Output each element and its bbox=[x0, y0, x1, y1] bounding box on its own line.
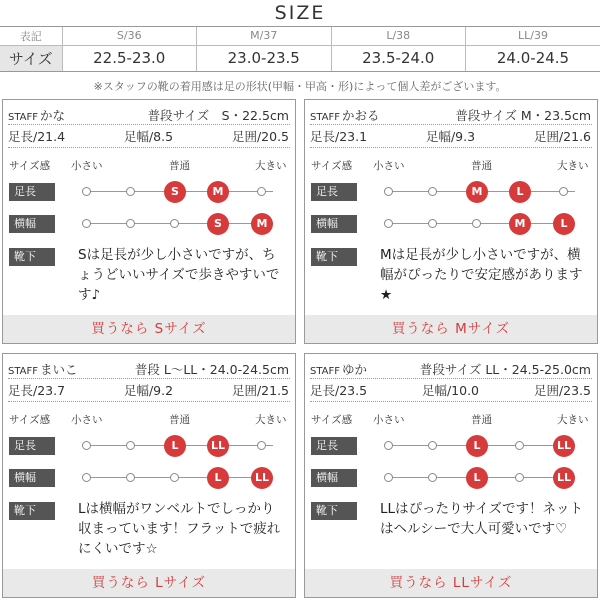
scale-line bbox=[87, 477, 273, 478]
fit-note: ※スタッフの靴の着用感は足の形状(甲幅・甲高・形)によって個人差がございます。 bbox=[93, 80, 507, 93]
foot-circumference: 足囲/21.6 bbox=[533, 129, 591, 144]
length-label: 足長 bbox=[9, 183, 55, 201]
size-mark: L bbox=[164, 435, 186, 457]
scale-title: サイズ感 bbox=[9, 160, 51, 172]
staff-name: まいこ bbox=[40, 362, 78, 377]
scale-line bbox=[389, 223, 575, 224]
scale-header bbox=[311, 412, 591, 426]
staff-label: STAFF bbox=[310, 112, 341, 123]
staff-header bbox=[8, 360, 289, 378]
usual-size: 普段サイズ S・22.5cm bbox=[147, 108, 289, 123]
foot-circumference: 足囲/21.5 bbox=[231, 383, 289, 398]
scale-dot bbox=[472, 219, 481, 228]
staff-label: STAFF bbox=[8, 366, 39, 377]
scale-large-label: 大きい bbox=[557, 160, 589, 172]
size-mark: L bbox=[553, 213, 575, 235]
size-mark: M bbox=[251, 213, 273, 235]
scale-large-label: 大きい bbox=[255, 160, 287, 172]
recommendation-bar: 買うなら Sサイズ bbox=[3, 315, 295, 343]
recommendation-bar: 買うなら Mサイズ bbox=[305, 315, 597, 343]
size-scale bbox=[81, 467, 273, 489]
usual-size: 普段サイズ M・23.5cm bbox=[455, 108, 591, 123]
foot-measurements bbox=[310, 127, 591, 145]
size-scale bbox=[81, 213, 273, 235]
scale-dot bbox=[170, 219, 179, 228]
length-label: 足長 bbox=[311, 183, 357, 201]
scale-normal-label: 普通 bbox=[169, 414, 190, 426]
length-label: 足長 bbox=[311, 437, 357, 455]
size-table-cell: 23.5-24.0 bbox=[331, 45, 466, 71]
scale-large-label: 大きい bbox=[255, 414, 287, 426]
width-label: 横幅 bbox=[9, 215, 55, 233]
size-mark: LL bbox=[207, 435, 229, 457]
scale-header bbox=[9, 412, 289, 426]
scale-title: サイズ感 bbox=[311, 160, 353, 172]
dotted-divider bbox=[310, 378, 592, 379]
size-scale bbox=[383, 181, 575, 203]
size-table-header-cell: S/36 bbox=[62, 27, 197, 45]
scale-dot bbox=[428, 441, 437, 450]
foot-measurements bbox=[8, 381, 289, 399]
width-label: 横幅 bbox=[311, 469, 357, 487]
staff-label: STAFF bbox=[310, 366, 341, 377]
foot-width: 足幅/9.2 bbox=[123, 383, 174, 398]
staff-card bbox=[2, 99, 296, 344]
size-mark: M bbox=[466, 181, 488, 203]
scale-dot bbox=[82, 219, 91, 228]
socks-label: 靴下 bbox=[9, 502, 55, 520]
scale-dot bbox=[126, 441, 135, 450]
size-mark: M bbox=[509, 213, 531, 235]
scale-title: サイズ感 bbox=[9, 414, 51, 426]
scale-dot bbox=[515, 473, 524, 482]
dotted-divider bbox=[8, 401, 290, 402]
staff-name: ゆか bbox=[342, 362, 368, 377]
scale-small-label: 小さい bbox=[71, 414, 103, 426]
dotted-divider bbox=[8, 124, 290, 125]
foot-length: 足長/23.1 bbox=[310, 129, 368, 144]
scale-dot bbox=[428, 219, 437, 228]
dotted-divider bbox=[8, 378, 290, 379]
scale-dot bbox=[82, 473, 91, 482]
foot-circumference: 足囲/23.5 bbox=[533, 383, 591, 398]
foot-width: 足幅/8.5 bbox=[123, 129, 174, 144]
size-table-header-cell: 表記 bbox=[19, 29, 42, 43]
size-table-header-cell: L/38 bbox=[331, 27, 466, 45]
scale-dot bbox=[126, 187, 135, 196]
scale-dot bbox=[82, 441, 91, 450]
staff-card bbox=[2, 353, 296, 598]
foot-width: 足幅/9.3 bbox=[425, 129, 476, 144]
scale-normal-label: 普通 bbox=[471, 160, 492, 172]
dotted-divider bbox=[310, 147, 592, 148]
scale-small-label: 小さい bbox=[71, 160, 103, 172]
size-table-header-cell: LL/39 bbox=[466, 27, 600, 45]
staff-card bbox=[304, 353, 598, 598]
scale-dot bbox=[384, 219, 393, 228]
scale-dot bbox=[170, 473, 179, 482]
dotted-divider bbox=[310, 401, 592, 402]
scale-dot bbox=[559, 187, 568, 196]
size-table-header-cell: M/37 bbox=[197, 27, 332, 45]
width-label: 横幅 bbox=[311, 215, 357, 233]
size-table-cell: 24.0-24.5 bbox=[466, 45, 600, 71]
scale-normal-label: 普通 bbox=[169, 160, 190, 172]
staff-comment: Sは足長が少し小さいですが、ちょうどいいサイズで歩きやすいです♪ bbox=[78, 247, 280, 303]
size-scale bbox=[81, 435, 273, 457]
size-mark: L bbox=[466, 435, 488, 457]
usual-size: 普段サイズ LL・24.5-25.0cm bbox=[419, 362, 591, 377]
scale-dot bbox=[82, 187, 91, 196]
size-mark: S bbox=[164, 181, 186, 203]
size-table-row-label: サイズ bbox=[0, 45, 62, 71]
size-mark: S bbox=[207, 213, 229, 235]
length-label: 足長 bbox=[9, 437, 55, 455]
scale-dot bbox=[428, 473, 437, 482]
scale-dot bbox=[257, 441, 266, 450]
staff-header bbox=[310, 106, 591, 124]
size-table-header-row bbox=[0, 27, 600, 45]
staff-header bbox=[8, 106, 289, 124]
scale-dot bbox=[126, 473, 135, 482]
foot-width: 足幅/10.0 bbox=[421, 383, 480, 398]
scale-dot bbox=[428, 187, 437, 196]
socks-label: 靴下 bbox=[9, 248, 55, 266]
staff-comment: LLはぴったりサイズです！ネットはヘルシーで大人可愛いです♡ bbox=[380, 501, 583, 537]
foot-length: 足長/23.7 bbox=[8, 383, 66, 398]
foot-measurements bbox=[310, 381, 591, 399]
size-table-cell: 22.5-23.0 bbox=[62, 45, 197, 71]
scale-small-label: 小さい bbox=[373, 160, 405, 172]
staff-name: かな bbox=[40, 108, 66, 123]
recommendation-bar: 買うなら LLサイズ bbox=[305, 569, 597, 597]
staff-label: STAFF bbox=[8, 112, 39, 123]
size-table-cell: 23.0-23.5 bbox=[197, 45, 332, 71]
staff-card bbox=[304, 99, 598, 344]
scale-dot bbox=[126, 219, 135, 228]
size-mark: LL bbox=[251, 467, 273, 489]
size-mark: L bbox=[466, 467, 488, 489]
staff-header bbox=[310, 360, 591, 378]
scale-header bbox=[9, 158, 289, 172]
scale-dot bbox=[257, 187, 266, 196]
scale-dot bbox=[515, 441, 524, 450]
scale-large-label: 大きい bbox=[557, 414, 589, 426]
foot-measurements bbox=[8, 127, 289, 145]
scale-title: サイズ感 bbox=[311, 414, 353, 426]
size-table bbox=[0, 27, 600, 72]
scale-small-label: 小さい bbox=[373, 414, 405, 426]
socks-label: 靴下 bbox=[311, 502, 357, 520]
usual-size: 普段 L〜LL・24.0-24.5cm bbox=[134, 362, 289, 377]
size-scale bbox=[383, 467, 575, 489]
foot-circumference: 足囲/20.5 bbox=[231, 129, 289, 144]
scale-header bbox=[311, 158, 591, 172]
staff-comment: Lは横幅がワンベルトでしっかり収まっています！フラットで疲れにくいです☆ bbox=[78, 501, 281, 557]
size-mark: L bbox=[207, 467, 229, 489]
size-table-value-row bbox=[0, 45, 600, 71]
size-mark: M bbox=[207, 181, 229, 203]
dotted-divider bbox=[8, 147, 290, 148]
socks-label: 靴下 bbox=[311, 248, 357, 266]
foot-length: 足長/21.4 bbox=[8, 129, 66, 144]
scale-dot bbox=[384, 187, 393, 196]
size-mark: LL bbox=[553, 467, 575, 489]
foot-length: 足長/23.5 bbox=[310, 383, 368, 398]
size-scale bbox=[383, 435, 575, 457]
scale-dot bbox=[384, 441, 393, 450]
size-mark: L bbox=[509, 181, 531, 203]
scale-normal-label: 普通 bbox=[471, 414, 492, 426]
size-mark: LL bbox=[553, 435, 575, 457]
size-scale bbox=[81, 181, 273, 203]
size-scale bbox=[383, 213, 575, 235]
dotted-divider bbox=[310, 124, 592, 125]
scale-line bbox=[87, 223, 273, 224]
width-label: 横幅 bbox=[9, 469, 55, 487]
staff-name: かおる bbox=[342, 108, 380, 123]
recommendation-bar: 買うなら Lサイズ bbox=[3, 569, 295, 597]
page-title: SIZE bbox=[274, 2, 326, 24]
staff-comment: Mは足長が少し小さいですが、横幅がぴったりで安定感があります★ bbox=[380, 247, 583, 303]
scale-dot bbox=[384, 473, 393, 482]
